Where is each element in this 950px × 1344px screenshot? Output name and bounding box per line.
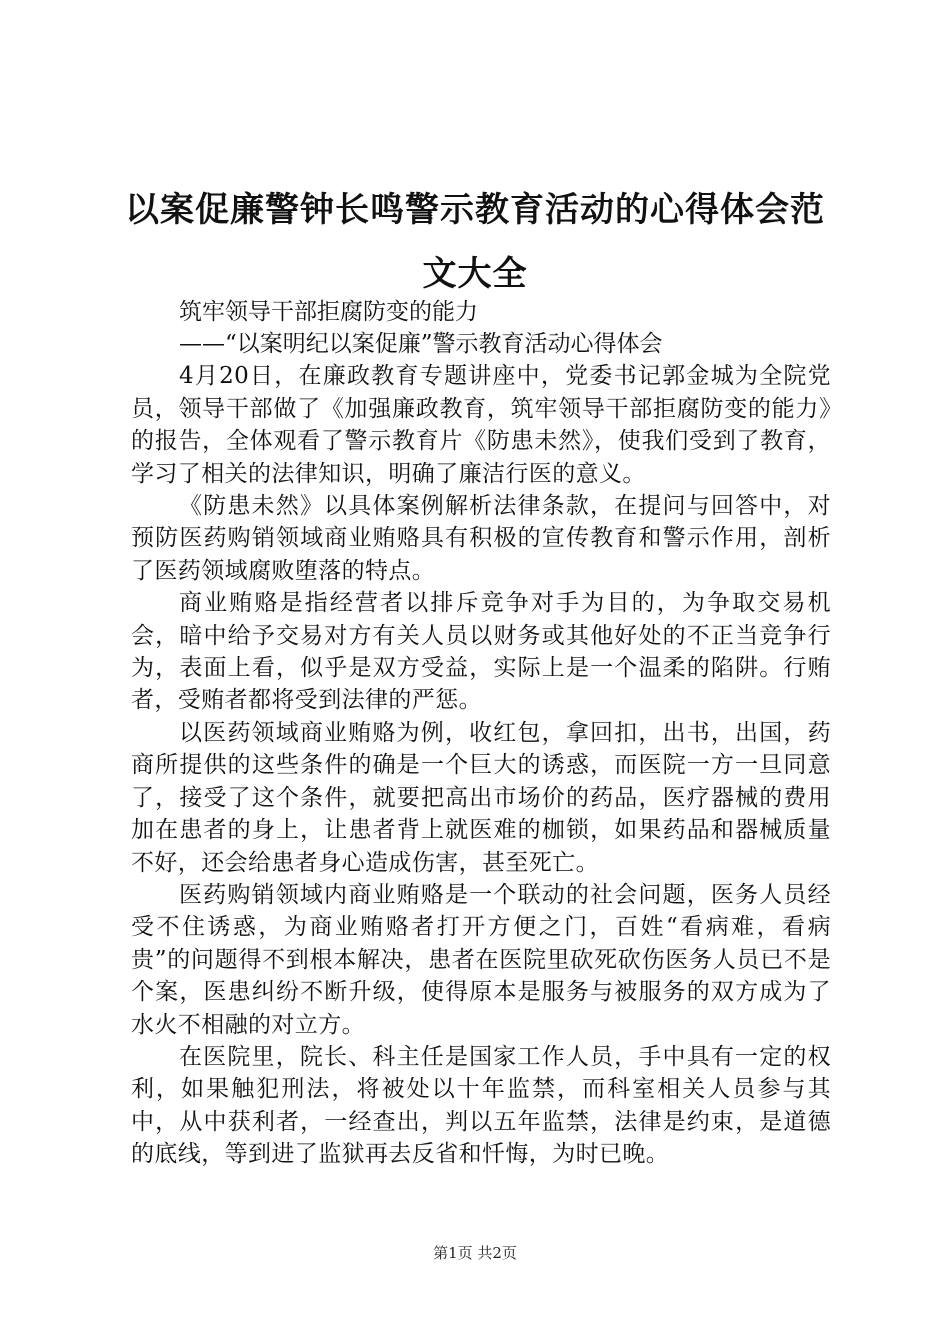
- paragraph-2: 《防患未然》以具体案例解析法律条款，在提问与回答中，对预防医药购销领域商业贿赂具有积极的宣传教育和警示作用，剖析了医药领域腐败堕落的特点。: [131, 493, 831, 584]
- subtitle-line-1: 筑牢领导干部拒腐防变的能力: [179, 299, 478, 325]
- document-body: [131, 296, 831, 1171]
- paragraph-5: 医药购销领域内商业贿赂是一个联动的社会问题，医务人员经受不住诱惑，为商业贿赂者打开方便之门，百姓“看病难，看病贵”的问题得不到根本解决，患者在医院里砍死砍伤医务人员已不是个案，医患纠纷不断升级，使得原本是服务与被服务的双方成为了水火不相融的对立方。: [131, 881, 831, 1038]
- paragraph-6: 在医院里，院长、科主任是国家工作人员，手中具有一定的权利，如果触犯刑法，将被处以十年监禁，而科室相关人员参与其中，从中获利者，一经查出，判以五年监禁，法律是约束，是道德的底线，等到进了监狱再去反省和忏悔，为时已晚。: [131, 1043, 831, 1168]
- subtitle-line-2: ——“以案明纪以案促廉”警示教育活动心得体会: [179, 331, 663, 358]
- paragraph-3: 商业贿赂是指经营者以排斥竞争对手为目的，为争取交易机会，暗中给予交易对方有关人员以财务或其他好处的不正当竞争行为，表面上看，似乎是双方受益，实际上是一个温柔的陷阱。行贿者，受贿者都将受到法律的严惩。: [131, 590, 831, 714]
- page-footer: 第1页 共2页: [433, 1244, 517, 1262]
- paragraph-1: 4月20日，在廉政教育专题讲座中，党委书记郭金城为全院党员，领导干部做了《加强廉政教育，筑牢领导干部拒腐防变的能力》的报告，全体观看了警示教育片《防患未然》，使我们受到了教育，学习了相关的法律知识，明确了廉洁行医的意义。: [131, 363, 831, 487]
- document-title: 以案促廉警钟长鸣警示教育活动的心得体会范文大全: [125, 190, 825, 294]
- paragraph-4: 以医药领域商业贿赂为例，收红包，拿回扣，出书，出国，药商所提供的这些条件的确是一个巨大的诱惑，而医院一方一旦同意了，接受了这个条件，就要把高出市场价的药品，医疗器械的费用加在患者的身上，让患者背上就医难的枷锁，如果药品和器械质量不好，还会给患者身心造成伤害，甚至死亡。: [131, 719, 831, 876]
